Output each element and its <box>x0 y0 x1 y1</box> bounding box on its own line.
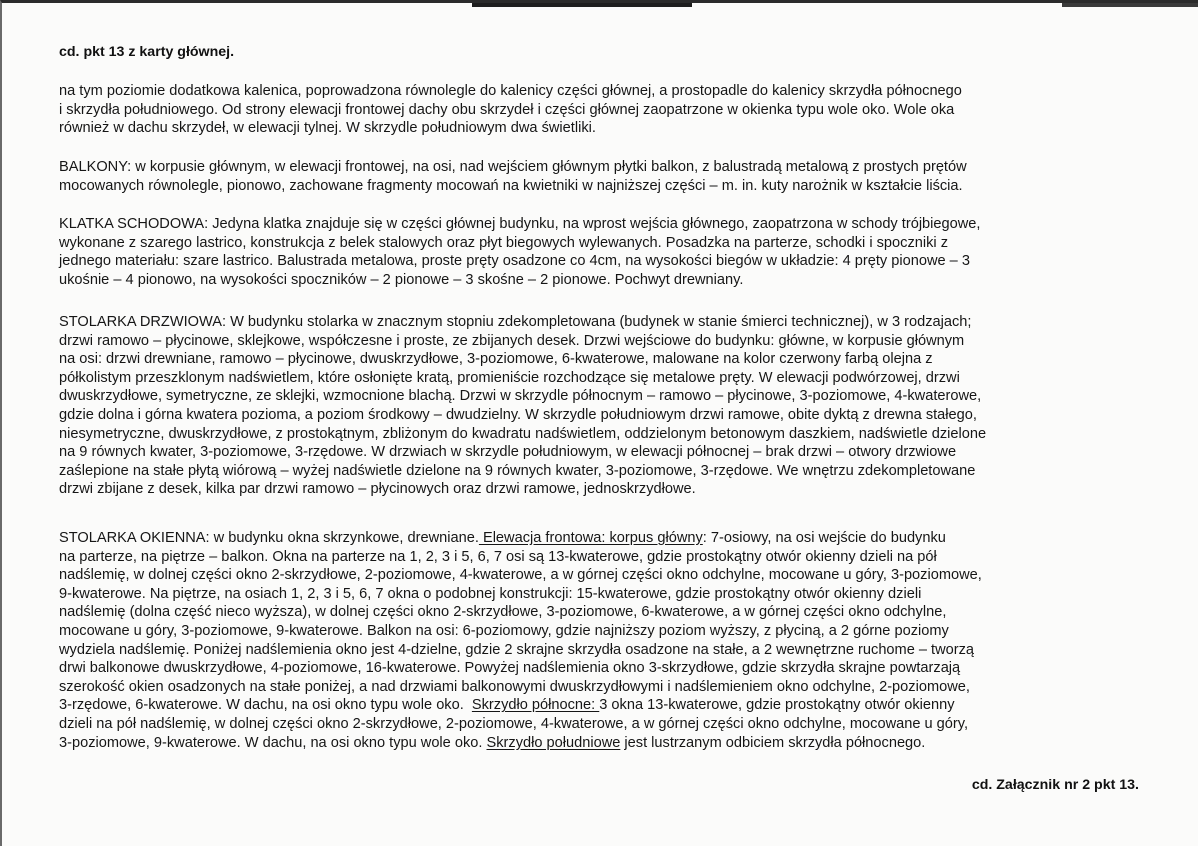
text-line: drzwi ramowo – płycinowe, sklejkowe, współczesne i proste, ze zbijanych desek. Drzwi wejściowe do budynku: główne, w korpusie głównym <box>59 332 965 349</box>
text-line: półkolistym przeszklonym nadświetlem, które osłonięte kratą, promieniście rozchodzące się metalowe pręty. W elewacji podwórzowej, drzwi <box>59 369 960 386</box>
text-line: ukośnie – 4 pionowo, na wysokości spoczników – 2 pionowe – 3 skośne – 2 pionowe. Pochwyt drewniany. <box>59 271 744 288</box>
text-line: gdzie dolna i górna kwatera pozioma, a poziom środkowy – dwudzielny. W skrzydle południowym drzwi ramowe, obite dyktą z drewna stałego, <box>59 406 977 423</box>
text-line: dwuskrzydłowe, symetryczne, ze sklejki, wzmocnione blachą. Drzwi w skrzydle północnym – ramowo – płycinowe, 3-poziomowe, 4-kwaterowe, <box>59 388 982 405</box>
paragraph-stolarka-okienna <box>59 529 982 752</box>
text-line: na parterze, na piętrze – balkon. Okna na parterze na 1, 2, 3 i 5, 6, 7 osi są 13-kwaterowe, gdzie prostokątny otwór okienny dzieli na pół <box>59 548 937 565</box>
text-line: mocowanych równolegle, pionowo, zachowane fragmenty mocowań na kwietniki w najniższej części – m. in. kuty narożnik w kształcie liścia. <box>59 177 963 194</box>
text-line: na osi: drzwi drewniane, ramowo – płycinowe, dwuskrzydłowe, 3-poziomowe, 6-kwaterowe, malowane na kolor czerwony farbą olejna z <box>59 351 933 368</box>
paragraph-balkony <box>59 158 967 195</box>
text-line <box>59 696 982 715</box>
text-line: drzwi zbijane z desek, kilka par drzwi ramowo – płycinowych oraz drzwi ramowe, jednoskrzydłowe. <box>59 481 696 498</box>
text-line: i skrzydła południowego. Od strony elewacji frontowej dachy obu skrzydeł i części głównej zaopatrzone w okienka typu wole oko. Wole oka <box>59 101 955 118</box>
underlined-heading-elewacja-frontowa: Elewacja frontowa: korpus główny <box>478 530 703 546</box>
paragraph-intro <box>59 82 962 138</box>
text-line: na tym poziomie dodatkowa kalenica, poprowadzona równolegle do kalenicy części głównej, a prostopadle do kalenicy skrzydła północnego <box>59 83 962 99</box>
page-footer-note: cd. Załącznik nr 2 pkt 13. <box>971 777 1139 793</box>
text-line: wydziela nadślemię. Poniżej nadślemienia okno jest 4-dzielne, gdzie 2 skrajne skrzydła osadzone na stałe, a 2 wewnętrzne ruchome – tworzą <box>59 641 975 658</box>
text-segment: : 7-osiowy, na osi wejście do budynku <box>702 530 946 546</box>
paragraph-stolarka-drzwiowa <box>59 313 986 499</box>
text-segment: 3 okna 13-kwaterowe, gdzie prostokątny otwór okienny <box>599 697 955 714</box>
text-line: mocowane u góry, 3-poziomowe, 9-kwaterowe. Balkon na osi: 6-poziomowy, gdzie najniższy poziom wyższy, z płyciną, a 2 górne poziomy <box>59 622 949 639</box>
scan-edge-mark <box>1062 3 1198 7</box>
text-segment: jest lustrzanym odbiciem skrzydła północnego. <box>620 734 926 751</box>
underlined-heading-skrzydlo-polnocne: Skrzydło północne: <box>471 697 600 714</box>
text-line: niesymetryczne, dwuskrzydłowe, z prostokątnym, zbliżonym do kwadratu nadświetlem, oddzielonym betonowym daszkiem, nadświetle dzielone <box>59 425 987 442</box>
text-segment: 3-rzędowe, 6-kwaterowe. W dachu, na osi okno typu wole oko. <box>59 697 472 714</box>
page-heading: cd. pkt 13 z karty głównej. <box>59 44 235 60</box>
text-line: KLATKA SCHODOWA: Jedyna klatka znajduje się w części głównej budynku, na wprost wejścia głównego, zaopatrzona w schody trójbiegowe, <box>59 216 981 232</box>
text-line: dzieli na pół nadślemię, w dolnej części okno 2-skrzydłowe, 2-poziomowe, 4-kwaterowe, a w górnej części okno odchylne, mocowane u góry, <box>59 715 969 732</box>
text-line: BALKONY: w korpusie głównym, w elewacji frontowej, na osi, nad wejściem głównym płytki balkon, z balustradą metalową z prostych prętów <box>59 159 967 175</box>
text-line: zaślepione na stałe płytą wiórową – wyżej nadświetle dzielone na 9 równych kwater, 3-poziomowe, 3-rzędowe. We wnętrzu zdekompletowane <box>59 462 976 479</box>
text-line: szerokość okien osadzonych na stałe poniżej, a nad drzwiami balkonowymi dwuskrzydłowymi i nadślemieniem okno odchylne, 2-poziomowe, <box>59 678 970 695</box>
underlined-heading-skrzydlo-poludniowe: Skrzydło południowe <box>486 734 621 751</box>
text-line: nadślemię (dolna część nieco wyższa), w dolnej części okno 2-skrzydłowe, 3-poziomowe, 6-kwaterowe, a w górnej części okno odchylne, <box>59 604 947 621</box>
text-line: drwi balkonowe dwuskrzydłowe, 4-poziomowe, 16-kwaterowe. Powyżej nadślemienia okno 3-skrzydłowe, gdzie skrzydła skrajne powtarzają <box>59 660 961 677</box>
text-segment: STOLARKA OKIENNA: w budynku okna skrzynkowe, drewniane. <box>59 530 479 546</box>
text-line: STOLARKA DRZWIOWA: W budynku stolarka w znacznym stopniu zdekompletowana (budynek w stanie śmierci technicznej), w 3 rodzajach; <box>59 314 972 330</box>
text-line: na 9 równych kwater, 3-poziomowe, 3-rzędowe. W drzwiach w skrzydle południowym, w elewacji północnej – brak drzwi – otwory drzwiowe <box>59 444 957 461</box>
text-line <box>59 529 982 548</box>
scan-edge-mark <box>472 3 692 7</box>
text-line: 9-kwaterowe. Na piętrze, na osiach 1, 2, 3 i 5, 6, 7 okna o podobnej konstrukcji: 15-kwaterowe, gdzie prostokątny otwór okienny dzieli <box>59 585 922 602</box>
paragraph-klatka-schodowa <box>59 215 980 289</box>
text-segment: 3-poziomowe, 9-kwaterowe. W dachu, na osi okno typu wole oko. <box>59 734 487 751</box>
text-line: nadślemię, w dolnej części okno 2-skrzydłowe, 2-poziomowe, 4-kwaterowe, a w górnej części okno odchylne, mocowane u góry, 3-poziomowe, <box>59 567 982 584</box>
text-line: wykonane z szarego lastrico, konstrukcja z belek stalowych oraz płyt biegowych wylewanych. Posadzka na parterze, schodki i spoczniki z <box>59 234 949 251</box>
text-line: jednego materiału: szare lastrico. Balustrada metalowa, proste pręty osadzone co 4cm, na wysokości biegów w układzie: 4 pręty pionowe – 3 <box>59 253 970 270</box>
text-line: również w dachu skrzydeł, w elewacji tylnej. W skrzydle południowym dwa świetliki. <box>59 120 596 137</box>
text-line <box>59 734 982 753</box>
